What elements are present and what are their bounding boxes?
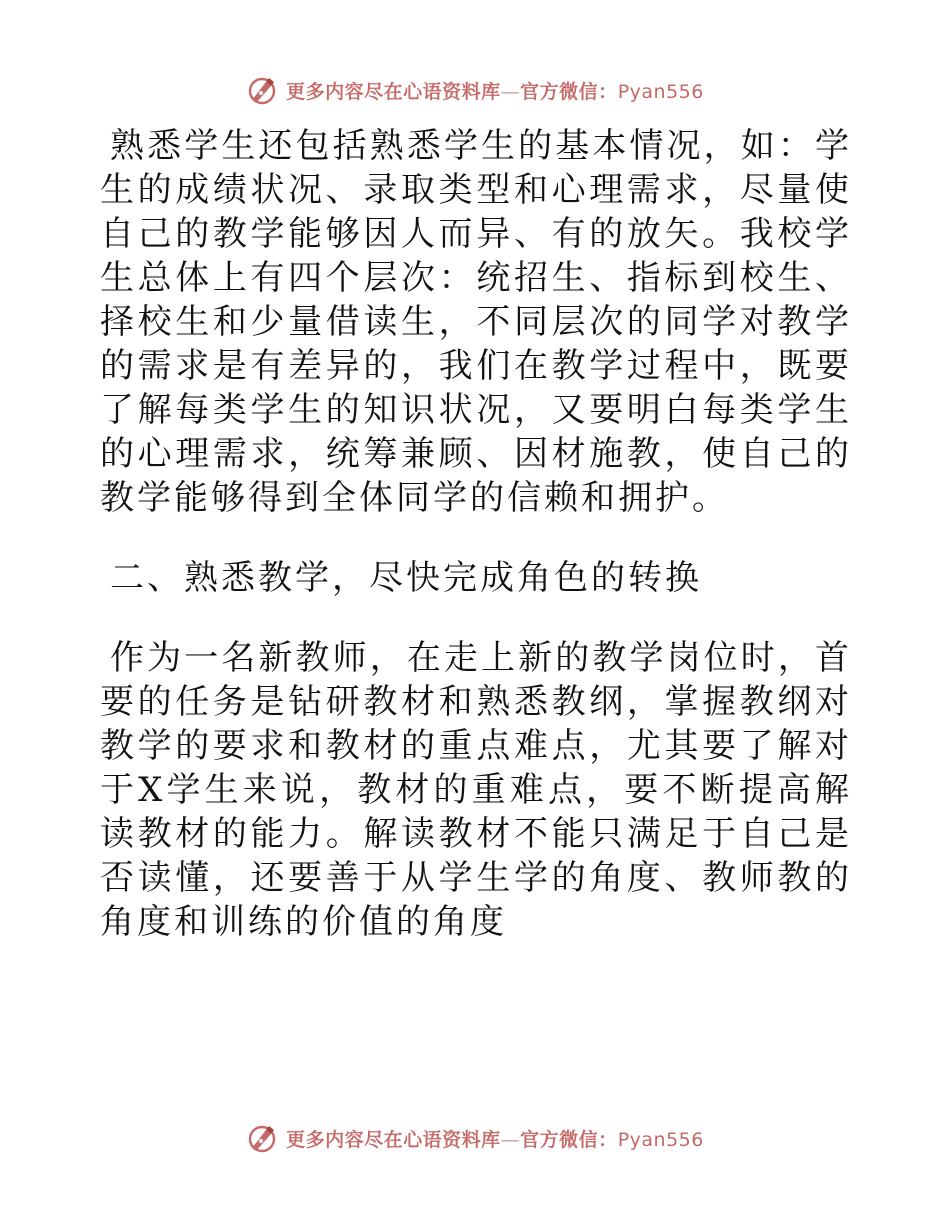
paragraph-2: 作为一名新教师，在走上新的教学岗位时，首要的任务是钻研教材和熟悉教纲，掌握教纲对教学的要求和教材的重点难点，尤其要了解对于X学生来说，教材的重难点，要不断提高解读教材的能力。解读教材不能只满足于自己是否读懂，还要善于从学生学的角度、教师教的角度和训练的价值的角度 — [100, 638, 852, 942]
document-body — [100, 124, 852, 944]
watermark-wechat-id: Pyan556 — [617, 1128, 704, 1151]
watermark-text — [286, 77, 704, 104]
watermark-site-text: 更多内容尽在心语资料库 — [286, 1128, 501, 1151]
header-watermark — [0, 70, 950, 110]
watermark-text — [286, 1125, 704, 1152]
footer-watermark — [0, 1118, 950, 1158]
watermark-separator: — — [500, 1128, 521, 1151]
watermark-wechat-id: Pyan556 — [617, 80, 704, 103]
watermark-separator: — — [500, 80, 521, 103]
pen-nib-logo-icon — [246, 74, 278, 106]
watermark-site-text: 更多内容尽在心语资料库 — [286, 80, 501, 103]
pen-nib-logo-icon — [246, 1122, 278, 1154]
paragraph-1: 熟悉学生还包括熟悉学生的基本情况，如：学生的成绩状况、录取类型和心理需求，尽量使自己的教学能够因人而异、有的放矢。我校学生总体上有四个层次：统招生、指标到校生、择校生和少量借读生，不同层次的同学对教学的需求是有差异的，我们在教学过程中，既要了解每类学生的知识状况，又要明白每类学生的心理需求，统筹兼顾、因材施教，使自己的教学能够得到全体同学的信赖和拥护。 — [100, 126, 852, 518]
section-heading-2: 二、熟悉教学，尽快完成角色的转换 — [110, 558, 702, 598]
watermark-wechat-label: 官方微信： — [520, 1128, 618, 1151]
watermark-wechat-label: 官方微信： — [520, 80, 618, 103]
